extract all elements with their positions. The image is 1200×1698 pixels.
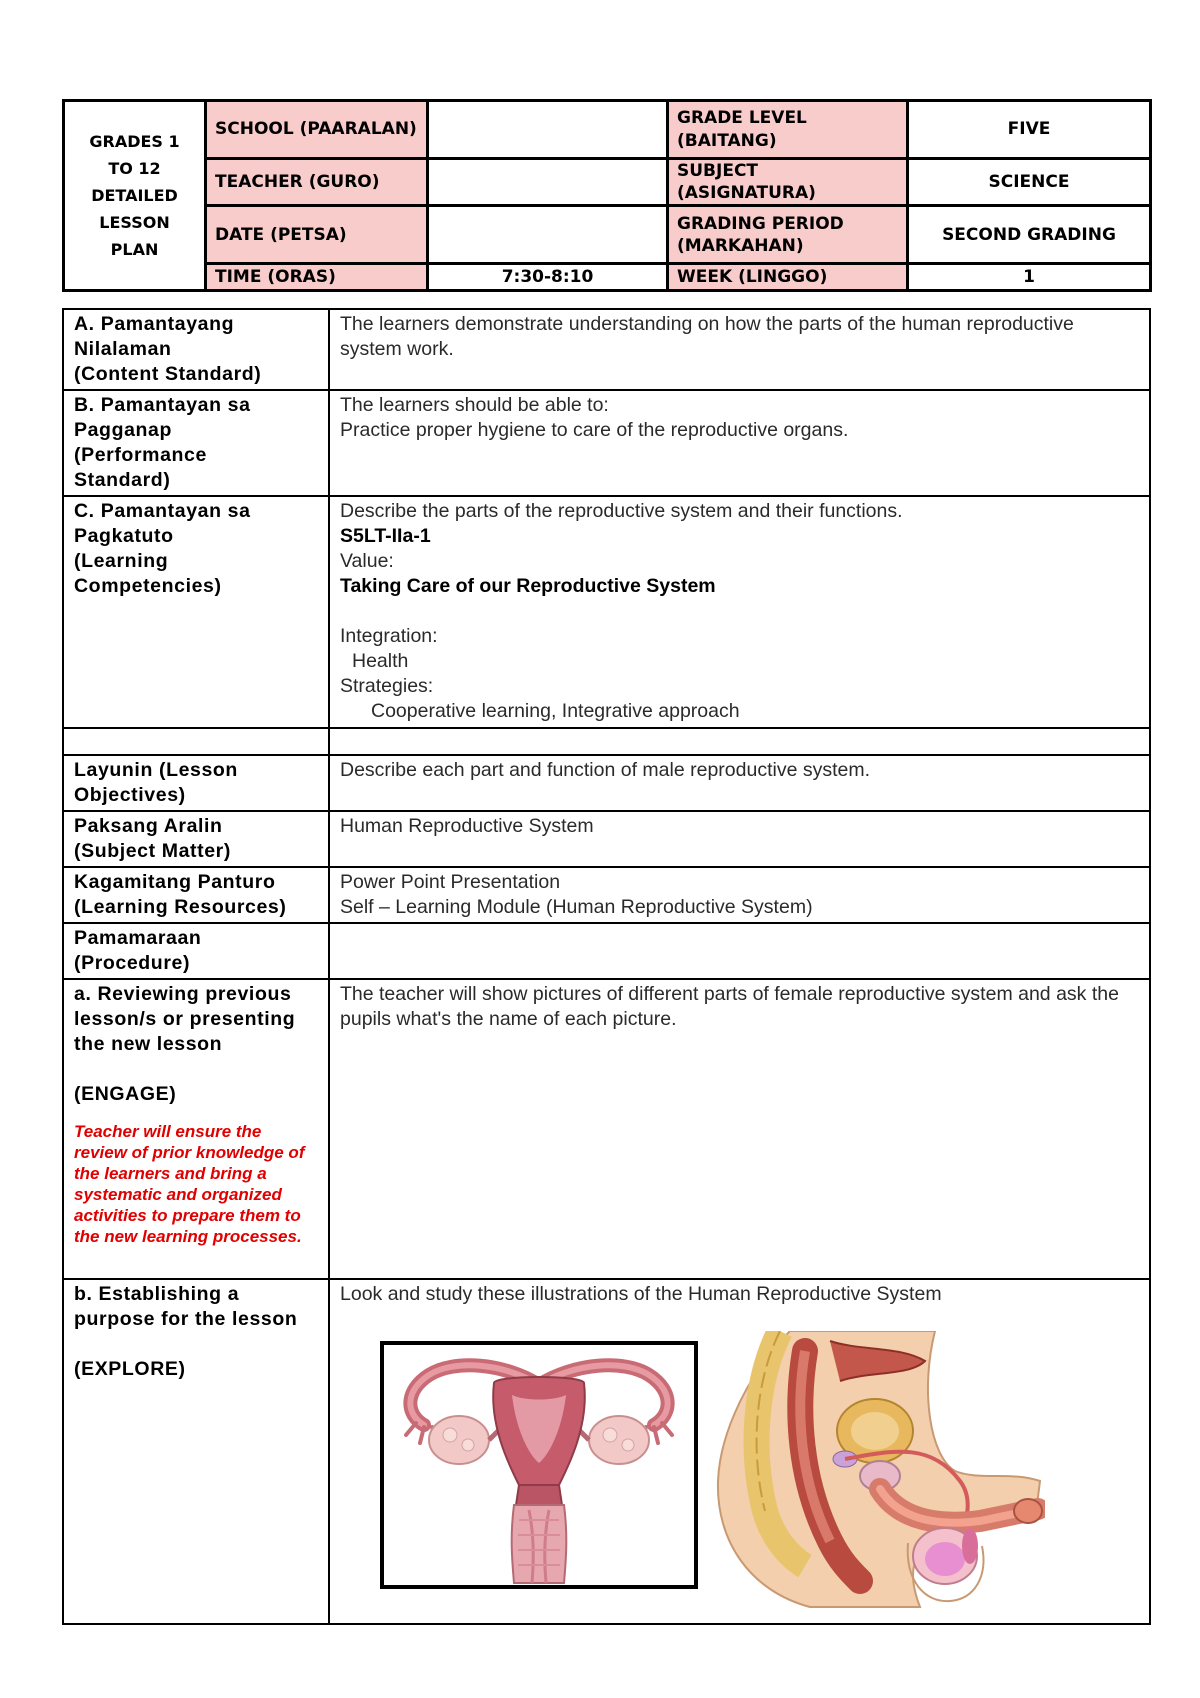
grade-level-value: FIVE	[908, 101, 1151, 159]
subject-value: SCIENCE	[908, 159, 1151, 206]
competency-text: Describe the parts of the reproductive system and their functions.	[340, 500, 903, 522]
strategies-label: Strategies:	[340, 675, 434, 697]
table-row	[63, 811, 1150, 867]
label-line: (Procedure)	[74, 952, 191, 974]
engage-teacher-note: Teacher will ensure the review of prior knowledge of the learners and bring a systematic and organized activities to prepare them to the new learning processes.	[74, 1122, 305, 1246]
performance-intro: The learners should be able to:	[340, 394, 609, 416]
value-text: Taking Care of our Reproductive System	[340, 575, 716, 597]
date-label: DATE (PETSA)	[206, 206, 428, 264]
performance-standard-content	[329, 390, 1150, 496]
illustrations	[340, 1321, 1139, 1611]
table-row	[63, 309, 1150, 390]
label-line: a. Reviewing previous	[74, 983, 292, 1005]
label-line: the new lesson	[74, 1033, 223, 1055]
label-line: Kagamitang Panturo	[74, 871, 276, 893]
procedure-content	[329, 923, 1150, 979]
strategies-text: Cooperative learning, Integrative approach	[371, 700, 740, 722]
resources-content	[329, 867, 1150, 923]
subject-matter-text: Human Reproductive System	[329, 811, 1150, 867]
label-line: Standard)	[74, 469, 171, 491]
performance-standard-label	[63, 390, 329, 496]
integration-text: Health	[352, 650, 409, 672]
resources-label	[63, 867, 329, 923]
label-line: Pagkatuto	[74, 525, 174, 547]
subject-label: SUBJECT (ASIGNATURA)	[668, 159, 908, 206]
label-line: Pagganap	[74, 419, 172, 441]
learning-competencies-label	[63, 496, 329, 728]
explore-label	[63, 1279, 329, 1624]
male-reproductive-illustration	[710, 1331, 1045, 1609]
table-row	[63, 867, 1150, 923]
label-line: (Performance	[74, 444, 207, 466]
explore-content	[329, 1279, 1150, 1624]
school-label: SCHOOL (PAARALAN)	[206, 101, 428, 159]
explore-text: Look and study these illustrations of the Human Reproductive System	[340, 1283, 942, 1305]
label-line: A. Pamantayang	[74, 313, 235, 335]
lesson-plan-header	[62, 99, 1152, 292]
content-standard-label	[63, 309, 329, 390]
table-row	[63, 979, 1150, 1279]
lesson-plan-body	[62, 308, 1151, 1625]
female-reproductive-illustration	[380, 1341, 698, 1589]
engage-text: The teacher will show pictures of different parts of female reproductive system and ask the pupils what's the name of each picture.	[329, 979, 1150, 1279]
competency-code: S5LT-IIa-1	[340, 525, 431, 547]
lesson-plan-title	[64, 101, 206, 291]
table-row	[63, 1279, 1150, 1624]
content-standard-text: The learners demonstrate understanding on how the parts of the human reproductive system work.	[329, 309, 1150, 390]
title-line: TO 12	[108, 158, 161, 178]
label-line: Pamamaraan	[74, 927, 202, 949]
label-line: lesson/s or presenting	[74, 1008, 296, 1030]
subject-matter-label	[63, 811, 329, 867]
title-line: GRADES 1	[89, 131, 180, 151]
label-line: Nilalaman	[74, 338, 172, 360]
time-value: 7:30-8:10	[428, 264, 668, 291]
school-value	[428, 101, 668, 159]
objectives-label	[63, 755, 329, 811]
label-line: C. Pamantayan sa	[74, 500, 251, 522]
table-row	[63, 496, 1150, 728]
title-line: PLAN	[110, 240, 159, 260]
label-line: (Learning	[74, 550, 169, 572]
label-line: (Content Standard)	[74, 363, 262, 385]
teacher-label: TEACHER (GURO)	[206, 159, 428, 206]
objectives-text: Describe each part and function of male reproductive system.	[329, 755, 1150, 811]
week-value: 1	[908, 264, 1151, 291]
label-line: Objectives)	[74, 784, 186, 806]
procedure-label	[63, 923, 329, 979]
grading-period-value: SECOND GRADING	[908, 206, 1151, 264]
resource-item: Power Point Presentation	[340, 871, 561, 893]
integration-label: Integration:	[340, 625, 438, 647]
performance-text: Practice proper hygiene to care of the reproductive organs.	[340, 419, 849, 441]
week-label: WEEK (LINGGO)	[668, 264, 908, 291]
teacher-value	[428, 159, 668, 206]
grade-level-label: GRADE LEVEL (BAITANG)	[668, 101, 908, 159]
table-row	[63, 728, 1150, 755]
engage-label	[63, 979, 329, 1279]
label-line: (Learning Resources)	[74, 896, 287, 918]
time-label: TIME (ORAS)	[206, 264, 428, 291]
table-row	[63, 390, 1150, 496]
label-line: b. Establishing a	[74, 1283, 240, 1305]
resource-item: Self – Learning Module (Human Reproductive System)	[340, 896, 813, 918]
title-line: LESSON	[99, 213, 170, 233]
label-line: Paksang Aralin	[74, 815, 223, 837]
empty-cell	[329, 728, 1150, 755]
label-line: purpose for the lesson	[74, 1308, 298, 1330]
label-line: (Subject Matter)	[74, 840, 231, 862]
title-line: DETAILED	[91, 186, 178, 205]
grading-period-label: GRADING PERIOD (MARKAHAN)	[668, 206, 908, 264]
date-value	[428, 206, 668, 264]
learning-competencies-content	[329, 496, 1150, 728]
engage-phase: (ENGAGE)	[74, 1083, 177, 1105]
table-row	[63, 923, 1150, 979]
label-line: Competencies)	[74, 575, 222, 597]
explore-phase: (EXPLORE)	[74, 1358, 186, 1380]
value-label: Value:	[340, 550, 394, 572]
label-line: B. Pamantayan sa	[74, 394, 251, 416]
table-row	[63, 755, 1150, 811]
label-line: Layunin (Lesson	[74, 759, 238, 781]
empty-cell	[63, 728, 329, 755]
